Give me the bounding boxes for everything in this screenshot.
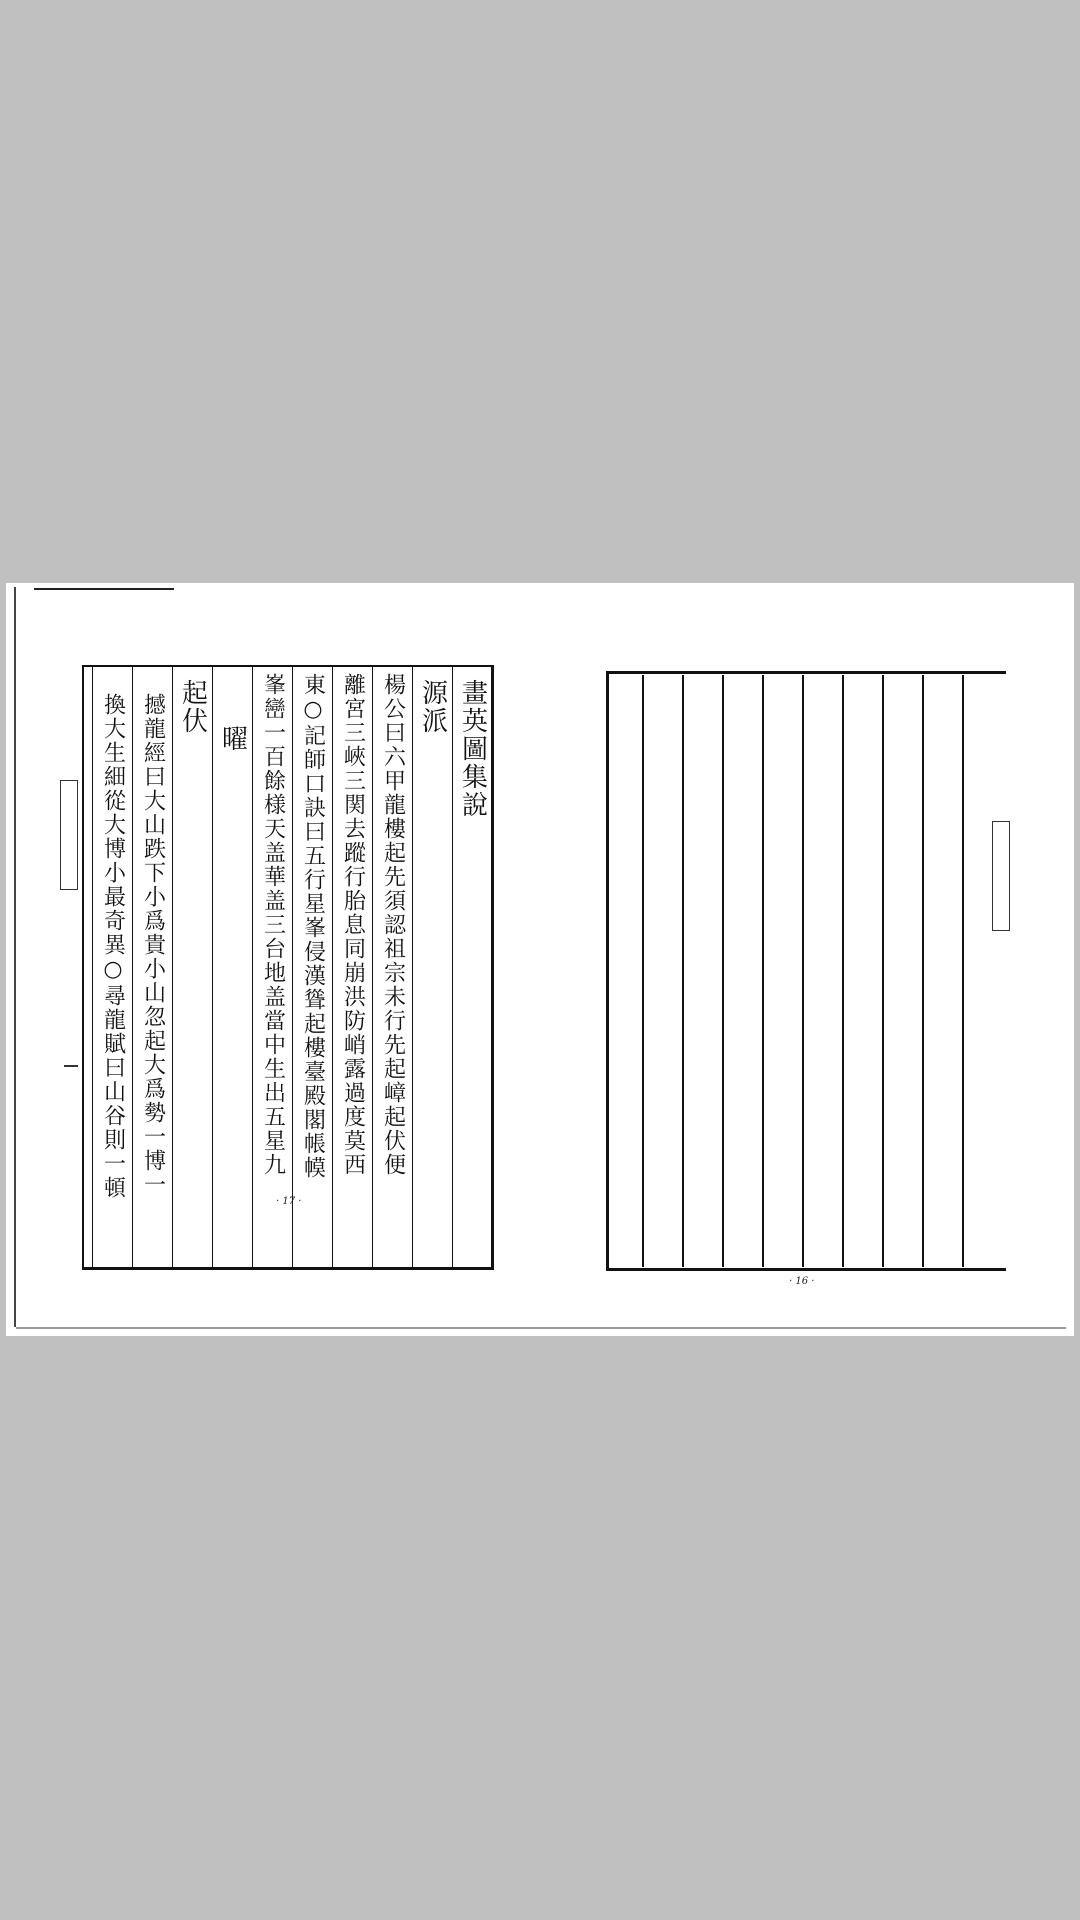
text-column	[252, 665, 292, 1270]
text-column	[412, 665, 452, 1270]
margin-tab	[60, 780, 78, 890]
scan-edge	[16, 1327, 1066, 1329]
section-heading: 源派	[417, 679, 448, 735]
column-rule	[722, 675, 724, 1267]
page-title: 畫英圖集說	[457, 679, 488, 819]
column-rule	[762, 675, 764, 1267]
body-text: 撼龍經曰大山跌下小爲貴小山忽起大爲勢一博一	[140, 693, 166, 1197]
column-rule	[682, 675, 684, 1267]
text-page	[82, 665, 494, 1270]
body-text: 曜	[217, 725, 248, 753]
column-rule	[962, 675, 964, 1267]
margin-tab	[992, 821, 1010, 931]
body-text: 東○記師口訣曰五行星峯侵漢聳起樓臺殿閣帳幙	[300, 673, 326, 1180]
text-column	[132, 665, 172, 1270]
column-rule	[882, 675, 884, 1267]
page-frame	[606, 671, 1006, 1271]
body-text: 換大生細從大博小最奇異○尋龍賦曰山谷則一頓	[100, 693, 126, 1200]
margin-tick	[64, 1065, 78, 1067]
text-column	[92, 665, 132, 1270]
column-rule	[642, 675, 644, 1267]
page-number: · 16 ·	[789, 1276, 815, 1287]
text-column	[172, 665, 212, 1270]
text-column	[332, 665, 372, 1270]
column-rule	[802, 675, 804, 1267]
body-text: 楊公曰六甲龍樓起先須認祖宗未行先起嶂起伏便	[380, 673, 406, 1177]
text-column	[372, 665, 412, 1270]
ruled-page	[606, 671, 1006, 1271]
text-column	[292, 665, 332, 1270]
title-column	[452, 665, 492, 1270]
body-text: 離宮三峽三関去蹤行胎息同崩洪防峭露過度莫西	[340, 673, 366, 1177]
scanned-book-spread	[6, 583, 1074, 1336]
column-rule	[842, 675, 844, 1267]
body-text: 峯巒一百餘様天盖華盖三台地盖當中生出五星九	[260, 673, 286, 1177]
scan-edge	[14, 587, 16, 1327]
scan-edge	[34, 588, 174, 590]
text-column	[212, 665, 252, 1270]
section-heading: 起伏	[177, 679, 208, 735]
page-number: · 17 ·	[276, 1196, 302, 1207]
column-rule	[922, 675, 924, 1267]
